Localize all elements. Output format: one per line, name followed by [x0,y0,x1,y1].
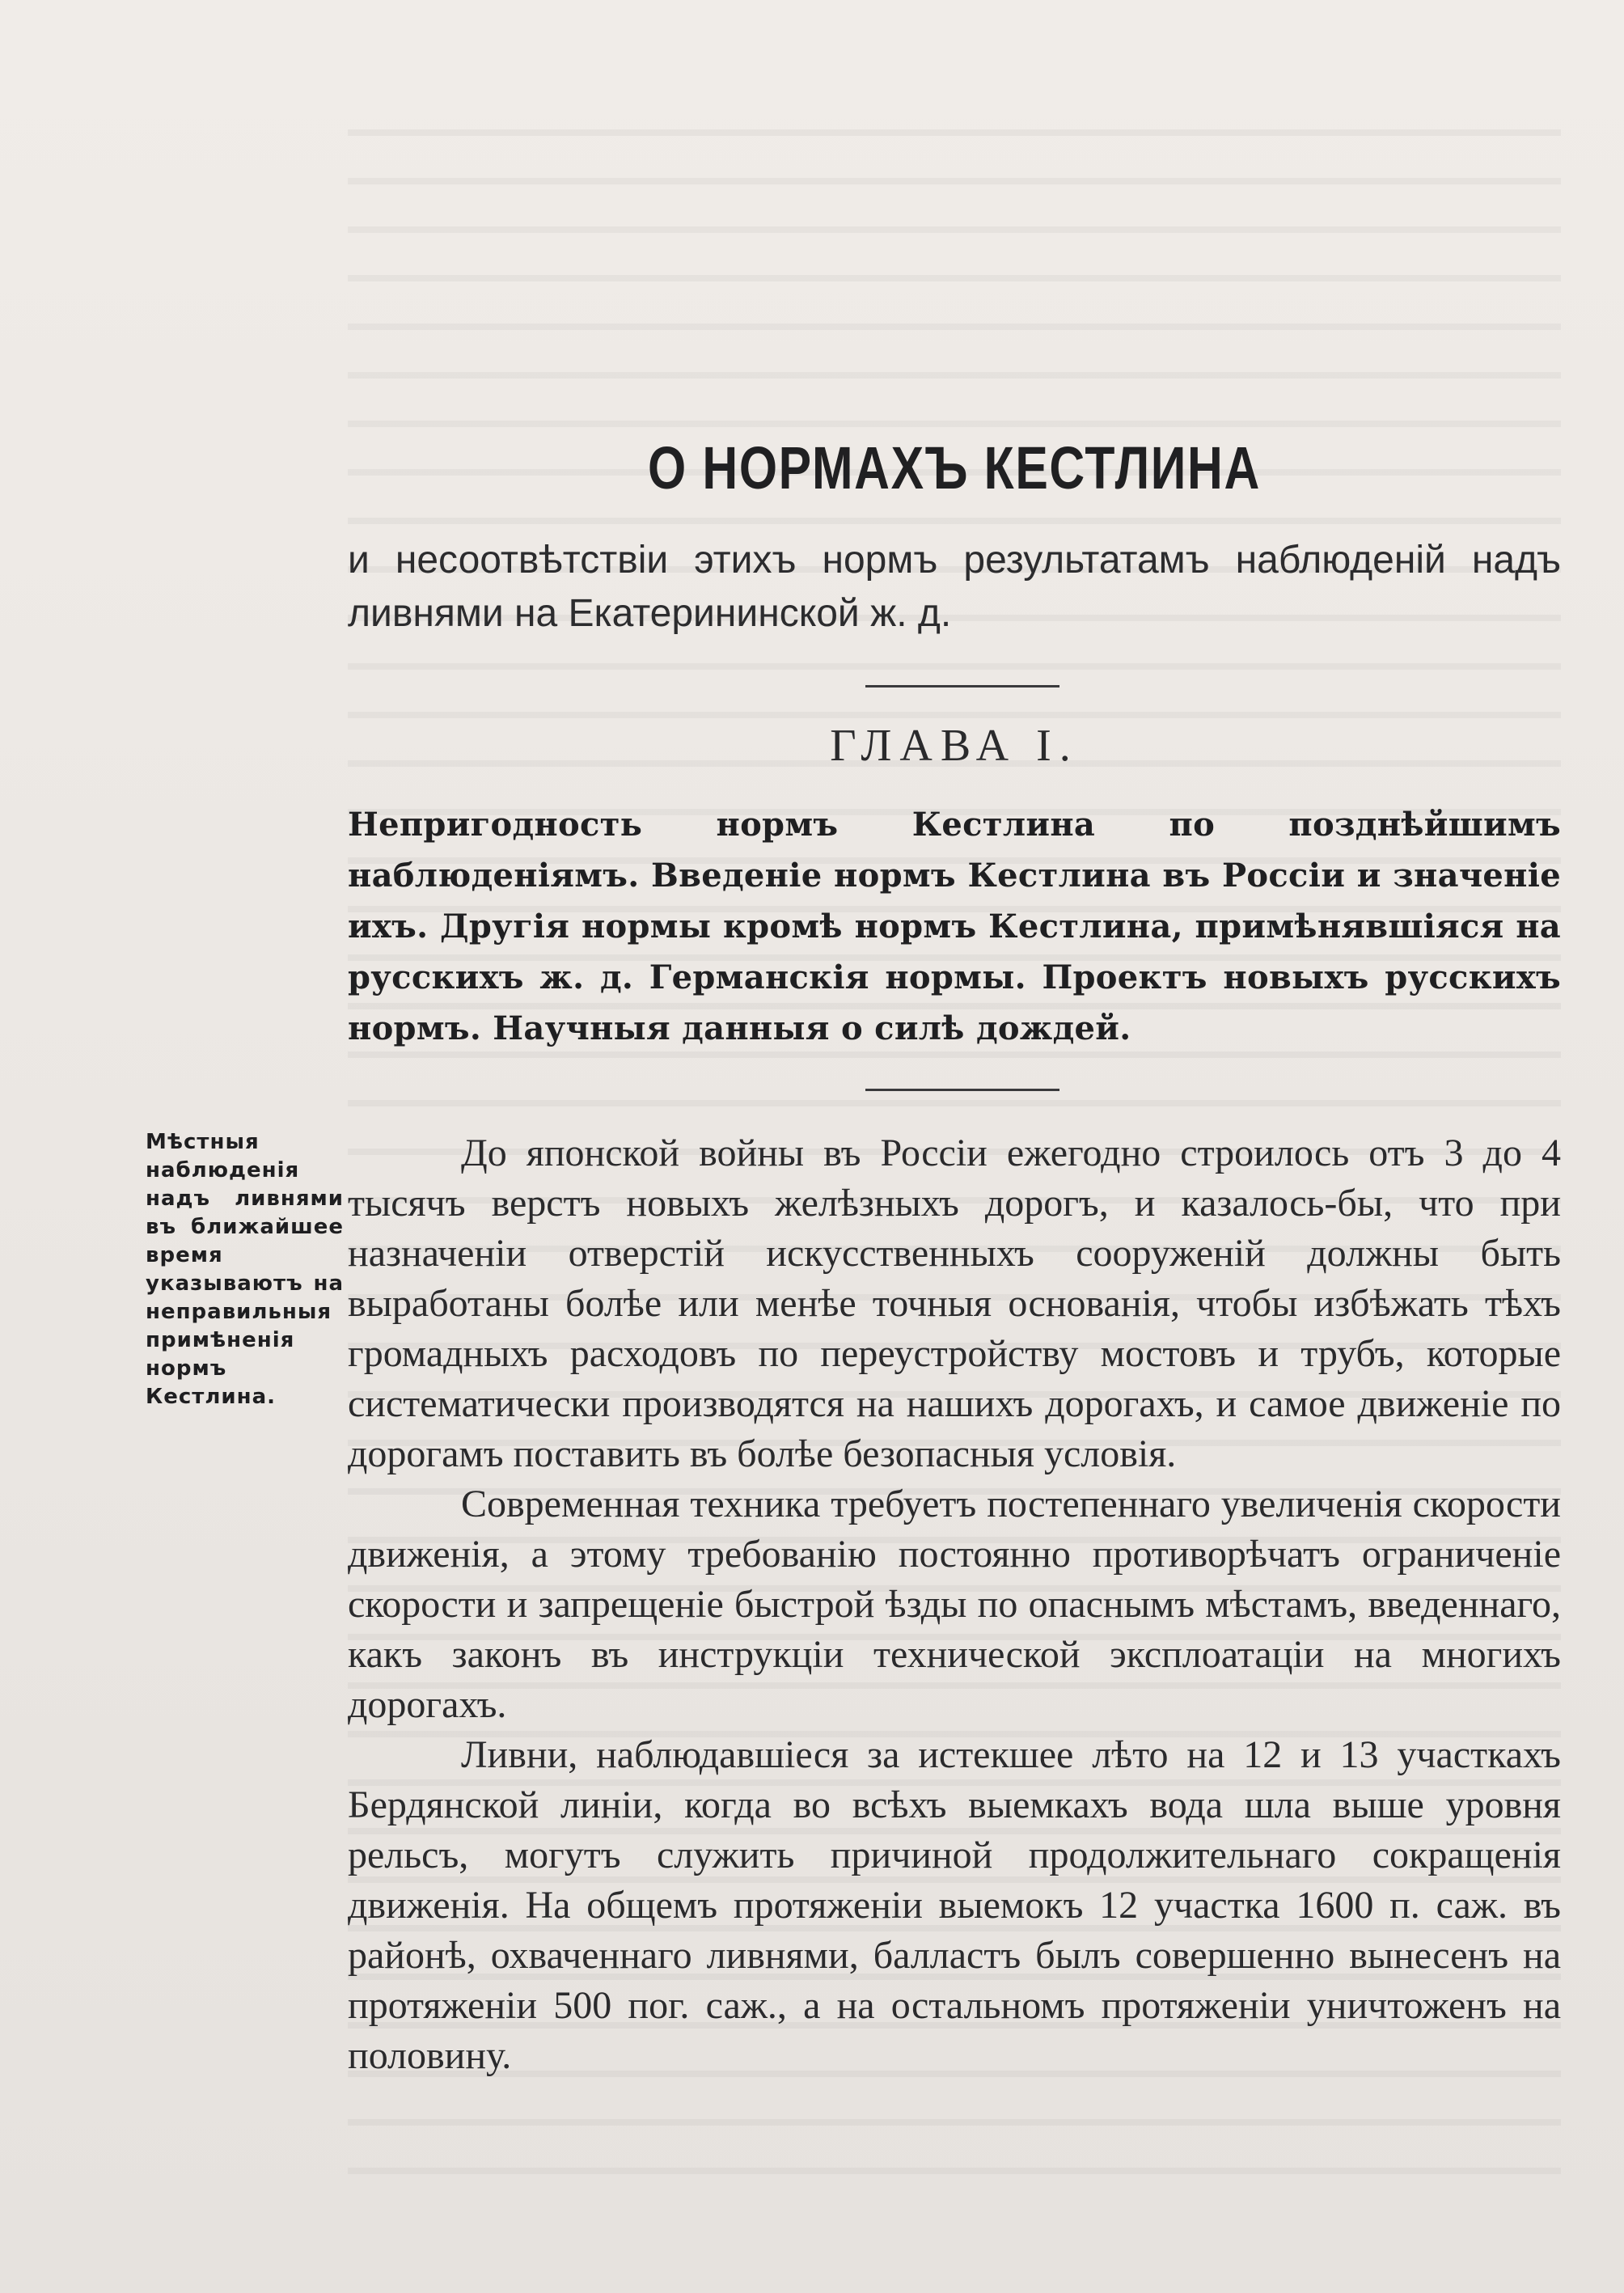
margin-note: Мѣстныя наблюденія надъ ливнями въ ближайшее время указываютъ на неправильныя примѣненія нормъ Кестлина. [146,1130,344,1409]
paragraph: Ливни, наблюдавшіеся за истекшее лѣто на 12 и 13 участкахъ Бердянской линіи, когда во всѣхъ выемкахъ вода шла выше уровня рельсъ, могутъ служить причиной продолжительнаго сокращенія движенія. На общемъ протяженіи выемокъ 12 участка 1600 п. саж. въ районѣ, охваченнаго ливнями, балластъ былъ совершенно вынесенъ на протяженіи 500 пог. саж., а на остальномъ протяженіи уничтоженъ на половину. [348,1733,1561,2077]
divider-rule [865,1089,1059,1091]
body-text [348,1128,1561,2081]
page-title: О НОРМАХЪ КЕСТЛИНА [648,434,1261,501]
chapter-summary: Непригодность нормъ Кестлина по позднѣйшимъ наблюденіямъ. Введеніе нормъ Кестлина въ Россіи и значеніе ихъ. Другія нормы кромѣ нормъ Кестлина, примѣнявшіяся на русскихъ ж. д. Германскія нормы. Проектъ новыхъ русскихъ нормъ. Научныя данныя о силѣ дождей. [348,806,1561,1047]
chapter-heading: ГЛАВА I. [830,721,1079,771]
paragraph: Современная техника требуетъ постепеннаго увеличенія скорости движенія, а этому требованію постоянно противорѣчатъ ограниченіе скорости и запрещеніе быстрой ѣзды по опаснымъ мѣстамъ, введеннаго, какъ законъ въ инструкціи технической эксплоатаціи на многихъ дорогахъ. [348,1483,1561,1726]
page-subtitle: и несоотвѣтствіи этихъ нормъ результатамъ наблюденій надъ ливнями на Екатерининской ж. д. [348,539,1561,635]
paragraph: До японской войны въ Россіи ежегодно строилось отъ 3 до 4 тысячъ верстъ новыхъ желѣзныхъ дорогъ, и казалось-бы, что при назначеніи отверстій искусственныхъ сооруженій должны быть выработаны болѣе или менѣе точныя основанія, чтобы избѣжать тѣхъ громадныхъ расходовъ по переустройству мостовъ и трубъ, которые систематически производятся на нашихъ дорогахъ, и самое движеніе по дорогамъ поставить въ болѣе безопасныя условія. [348,1132,1561,1475]
divider-rule [865,685,1059,687]
